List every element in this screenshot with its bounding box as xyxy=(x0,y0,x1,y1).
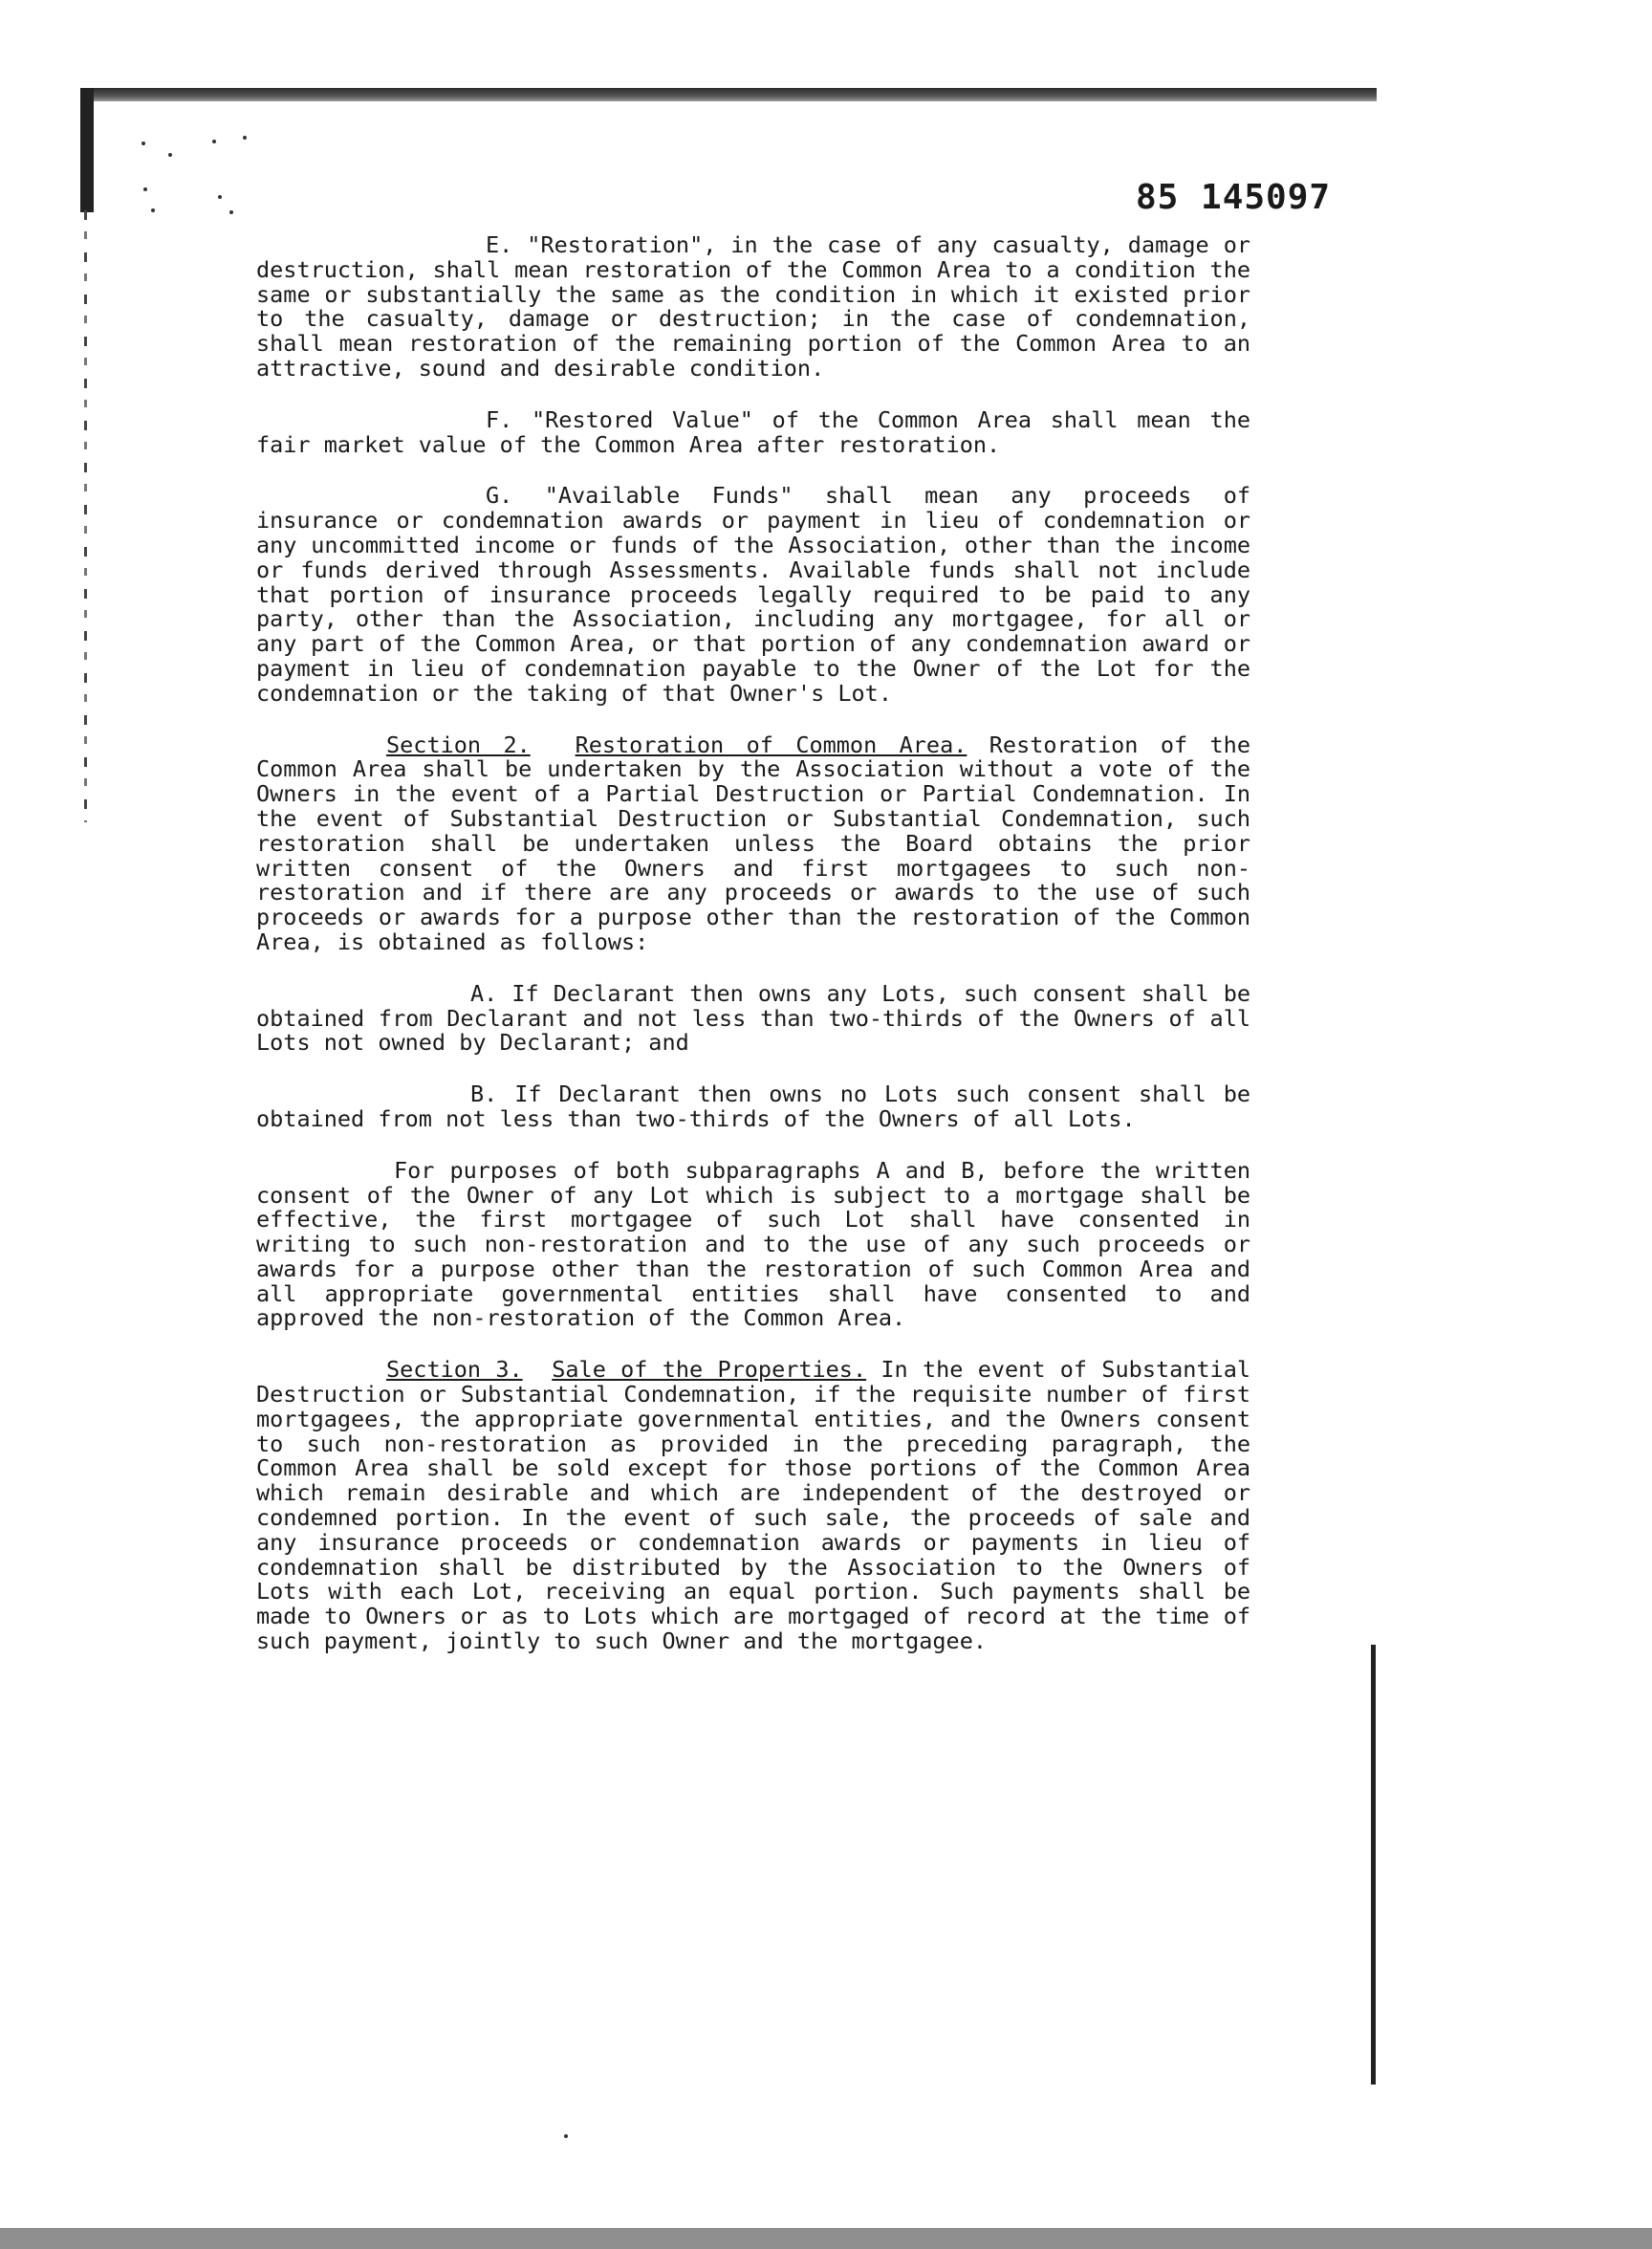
scan-speck xyxy=(218,195,222,199)
section-3-title: Sale of the Properties. xyxy=(552,1356,867,1384)
scan-speck xyxy=(141,142,145,145)
scan-speck xyxy=(243,136,247,140)
scan-speck xyxy=(229,210,233,214)
document-number: 85 145097 xyxy=(1136,178,1332,217)
section-2-paragraph xyxy=(256,733,1250,955)
paragraph-restoration-definition: E. "Restoration", in the case of any casualty, damage or destruction, shall mean restoration of the Common Area to a condition the same or substantially the same as the condition in which it existed prior to the casualty, damage or destruction; in the case of condemnation, shall mean restoration of the remaining portion of the Common Area to an attractive, sound and desirable condition. xyxy=(256,231,1250,382)
scan-top-border xyxy=(80,88,1377,101)
subparagraph-a: A. If Declarant then owns any Lots, such consent shall be obtained from Declarant and not less than two-thirds of the Owners of all Lots not owned by Declarant; and xyxy=(256,979,1250,1057)
scan-speck xyxy=(151,208,155,212)
section-2-title: Restoration of Common Area. xyxy=(575,731,967,758)
section-2-label: Section 2. xyxy=(386,731,531,758)
scan-left-edge-marks xyxy=(84,210,87,822)
document-body xyxy=(256,233,1250,1681)
scan-speck xyxy=(168,153,172,157)
scan-bottom-band xyxy=(0,2228,1652,2249)
paragraph-available-funds-definition: G. "Available Funds" shall mean any proceeds of insurance or condemnation awards or payment in lieu of condemnation or any uncommitted income or funds of the Association, other than the income or funds derived through Assessments. Available funds shall not include that portion of insurance proceeds legally required to be paid to any party, other than the Association, including any mortgagee, for all or any part of the Common Area, or that portion of any condemnation award or payment in lieu of condemnation payable to the Owner of the Lot for the condemnation or the taking of that Owner's Lot. xyxy=(256,482,1250,707)
scan-speck xyxy=(564,2134,568,2138)
scan-speck xyxy=(143,187,147,191)
section-2-body: Restoration of the Common Area shall be undertaken by the Association without a vote of the Owners in the event of a Partial Destruction or Partial Condemnation. In the event of Substantial Destruction or Substantial Condemnation, such restoration shall be undertaken unless the Board obtains the prior written consent of the Owners and first mortgagees to such non-restoration and if there are any proceeds or awards to the use of such proceeds or awards for a purpose other than the restoration of the Common Area, is obtained as follows: xyxy=(256,731,1250,955)
paragraph-restored-value-definition: F. "Restored Value" of the Common Area shall mean the fair market value of the Common Area after restoration. xyxy=(256,405,1250,458)
scan-right-edge-mark xyxy=(1371,1645,1376,2085)
section-3-label: Section 3. xyxy=(386,1356,523,1384)
scan-speck xyxy=(212,140,216,143)
subparagraph-b: B. If Declarant then owns no Lots such consent shall be obtained from not less than two-thirds of the Owners of all Lots. xyxy=(256,1081,1250,1132)
scan-left-border xyxy=(80,88,94,212)
paragraph-purposes: For purposes of both subparagraphs A and B, before the written consent of the Owner of any Lot which is subject to a mortgage shall be effective, the first mortgagee of such Lot shall have consented in writing to such non-restoration and to the use of any such proceeds or awards for a purpose other than the restoration of such Common Area and all appropriate governmental entities shall have consented to and approved the non-restoration of the Common Area. xyxy=(256,1156,1250,1332)
section-3-paragraph xyxy=(256,1358,1250,1654)
section-3-body: In the event of Substantial Destruction or Substantial Condemnation, if the requisite number of first mortgagees, the appropriate governmental entities, and the Owners consent to such non-restoration as provided in the preceding paragraph, the Common Area shall be sold except for those portions of the Common Area which remain desirable and which are independent of the destroyed or condemned portion. In the event of such sale, the proceeds of sale and any insurance proceeds or condemnation awards or payments in lieu of condemnation shall be distributed by the Association to the Owners of Lots with each Lot, receiving an equal portion. Such payments shall be made to Owners or as to Lots which are mortgaged of record at the time of such payment, jointly to such Owner and the mortgagee. xyxy=(256,1356,1251,1655)
